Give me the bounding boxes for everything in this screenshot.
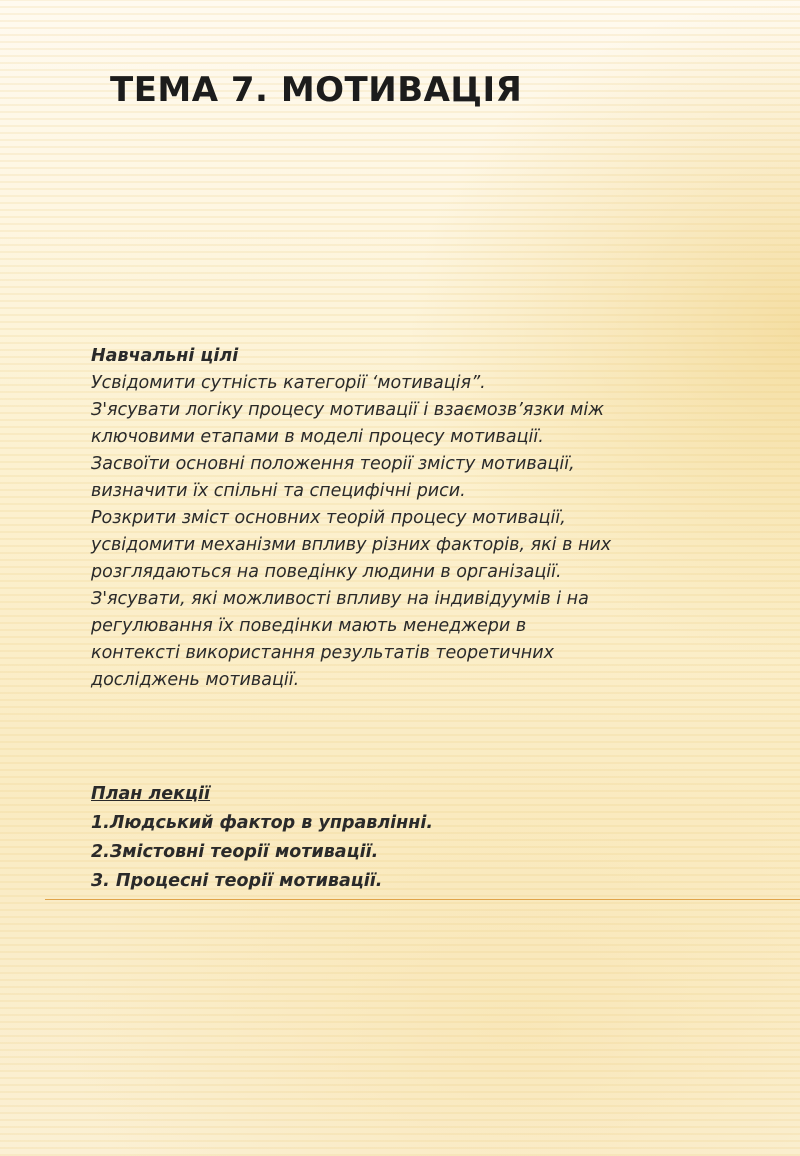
goal-line: З'ясувати, які можливості впливу на індивідуумів і на [91, 589, 589, 609]
goal-line: усвідомити механізми впливу різних факторів, які в них [91, 535, 612, 555]
goal-line: З'ясувати логіку процесу мотивації і взаємозв’язки між [91, 400, 604, 420]
plan-item: 2.Змістовні теорії мотивації. [91, 842, 379, 862]
goal-line: регулювання їх поведінки мають менеджери в [91, 616, 527, 636]
goal-line: розглядаються на поведінку людини в організації. [91, 562, 562, 582]
learning-goals-block [91, 343, 781, 694]
plan-item: 1.Людський фактор в управлінні. [91, 813, 433, 833]
goal-line: Розкрити зміст основних теорій процесу мотивації, [91, 508, 566, 528]
learning-goals-heading: Навчальні цілі [91, 346, 239, 366]
slide-title: ТЕМА 7. МОТИВАЦІЯ [110, 70, 523, 110]
goal-line: Засвоїти основні положення теорії змісту мотивації, [91, 454, 575, 474]
goal-line: визначити їх спільні та специфічні риси. [91, 481, 466, 501]
goal-line: ключовими етапами в моделі процесу мотивації. [91, 427, 544, 447]
lecture-plan-block [91, 780, 781, 896]
plan-item: 3. Процесні теорії мотивації. [91, 871, 383, 891]
lecture-plan-heading: План лекції [91, 784, 210, 804]
goal-line: контексті використання результатів теоретичних [91, 643, 554, 663]
divider-line [45, 899, 800, 900]
goal-line: Усвідомити сутність категорії ‘мотивація”. [91, 373, 486, 393]
goal-line: досліджень мотивації. [91, 670, 300, 690]
